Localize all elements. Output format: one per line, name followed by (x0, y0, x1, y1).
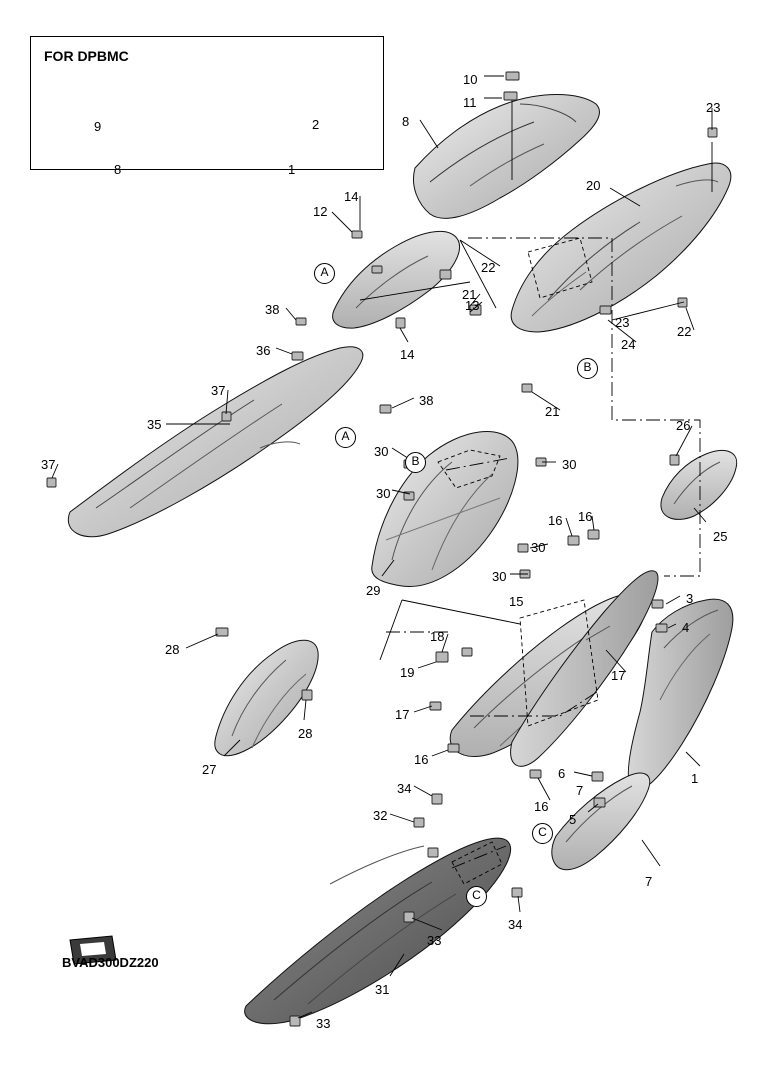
callout-number: 3 (686, 591, 694, 606)
callout-number: 17 (395, 707, 410, 722)
section-marker-c1: C (466, 886, 487, 907)
callout-number: 20 (586, 178, 601, 193)
callout-number: 32 (373, 808, 388, 823)
section-marker-a1: A (314, 263, 335, 284)
callout-number: 18 (430, 629, 445, 644)
callout-number: 7 (576, 783, 584, 798)
section-marker-a2: A (335, 427, 356, 448)
callout-number: 12 (313, 204, 328, 219)
callout-number: 34 (397, 781, 412, 796)
callout-number: 14 (400, 347, 415, 362)
callout-number: 36 (256, 343, 271, 358)
callout-number: 24 (621, 337, 636, 352)
callout-number: 30 (374, 444, 389, 459)
callout-number: 33 (427, 933, 442, 948)
callout-number: 15 (509, 594, 524, 609)
part-code-label: BVAD300DZ220 (62, 955, 159, 970)
section-marker-c2: C (532, 823, 553, 844)
callout-number: 21 (462, 287, 477, 302)
inset-callout-2: 2 (312, 117, 320, 132)
callout-number: 35 (147, 417, 162, 432)
inset-callout-1: 1 (288, 162, 296, 177)
callout-number: 14 (344, 189, 359, 204)
callout-number: 33 (316, 1016, 331, 1031)
part-29-panel (372, 432, 518, 587)
part-12-panel (333, 231, 460, 328)
callout-number: 16 (578, 509, 593, 524)
inset-callout-9: 9 (94, 119, 102, 134)
callout-number: 38 (419, 393, 434, 408)
part-1-panel (628, 599, 733, 790)
callout-number: 22 (481, 260, 496, 275)
callout-number: 29 (366, 583, 381, 598)
part-35-panel (68, 347, 362, 537)
callout-number: 28 (165, 642, 180, 657)
section-marker-b1: B (577, 358, 598, 379)
callout-number: 13 (465, 298, 480, 313)
callout-number: 27 (202, 762, 217, 777)
part-8-cowl (413, 95, 599, 219)
callout-number: 37 (41, 457, 56, 472)
callout-number: 11 (463, 95, 477, 110)
callout-number: 10 (463, 72, 478, 87)
section-marker-b2: B (405, 452, 426, 473)
callout-number: 23 (706, 100, 721, 115)
callout-number: 8 (402, 114, 410, 129)
callout-number: 37 (211, 383, 226, 398)
callout-number: 19 (400, 665, 415, 680)
callout-number: 16 (414, 752, 429, 767)
callout-number: 30 (531, 540, 546, 555)
callout-number: 23 (615, 315, 630, 330)
callout-number: 26 (676, 418, 691, 433)
callout-number: 38 (265, 302, 280, 317)
callout-number: 21 (545, 404, 560, 419)
callout-number: 30 (376, 486, 391, 501)
callout-number: 22 (677, 324, 692, 339)
callout-number: 30 (562, 457, 577, 472)
callout-number: 16 (534, 799, 549, 814)
callout-number: 17 (611, 668, 626, 683)
callout-number: 7 (645, 874, 653, 889)
callout-number: 1 (691, 771, 699, 786)
callout-number: 30 (492, 569, 507, 584)
inset-callout-8: 8 (114, 162, 122, 177)
inset-title: FOR DPBMC (44, 48, 129, 64)
callout-number: 6 (558, 766, 566, 781)
callout-number: 16 (548, 513, 563, 528)
callout-number: 31 (375, 982, 390, 997)
callout-number: 5 (569, 812, 577, 827)
callout-number: 25 (713, 529, 728, 544)
callout-number: 4 (682, 620, 690, 635)
callout-number: 28 (298, 726, 313, 741)
part-7-panel (552, 773, 650, 870)
callout-number: 34 (508, 917, 523, 932)
